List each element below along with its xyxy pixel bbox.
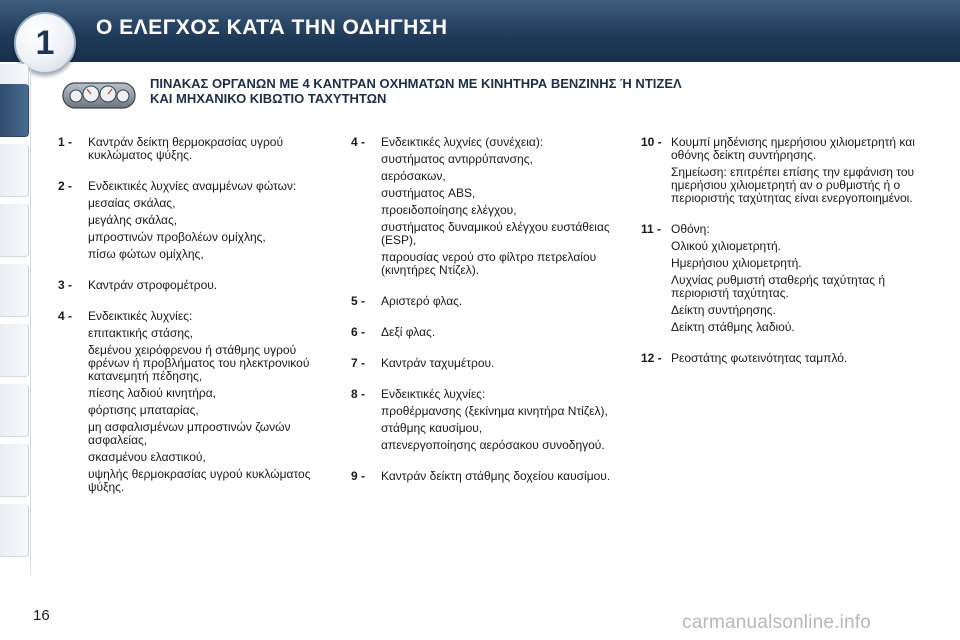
legend-subitem: Δείκτη συντήρησης. <box>671 303 776 317</box>
legend-sublist <box>671 240 941 334</box>
legend-entry <box>641 136 941 205</box>
side-tab[interactable] <box>0 204 29 257</box>
legend-entry <box>58 279 320 292</box>
legend-number: 3 - <box>58 278 73 292</box>
legend-number: 6 - <box>351 325 366 339</box>
legend-subitem: Σημείωση: επιτρέπει επίσης την εμφάνιση του ημερήσιου χιλιομετρητή αν ο ρυθμιστής ή ο περιοριστής ταχύτητας είναι ενεργοποιημένοι. <box>671 165 915 205</box>
legend-sublist <box>88 327 320 494</box>
side-tab[interactable] <box>0 324 29 377</box>
chapter-title: Ο ΕΛΕΓΧΟΣ ΚΑΤΆ ΤΗΝ ΟΔΗΓΗΣΗ <box>96 16 448 39</box>
legend-text: Καντράν στροφομέτρου. <box>88 278 218 292</box>
legend-number: 12 - <box>641 351 662 365</box>
legend-subitem: επιτακτικής στάσης, <box>88 326 194 340</box>
watermark: carmanualsonline.info <box>682 612 872 633</box>
legend-subitem: μπροστινών προβολέων ομίχλης, <box>88 230 266 244</box>
side-tab[interactable] <box>0 384 29 437</box>
side-tab[interactable] <box>0 144 29 197</box>
legend-subitem: στάθμης καυσίμου, <box>381 421 483 435</box>
column-1 <box>58 136 320 512</box>
legend-subitem: Ημερήσιου χιλιομετρητή. <box>671 256 802 270</box>
legend-text: Αριστερό φλας. <box>381 294 463 308</box>
legend-entry <box>351 388 623 452</box>
legend-entry <box>58 180 320 261</box>
side-tabs <box>0 64 30 574</box>
column-2 <box>351 136 623 501</box>
legend-number: 11 - <box>641 222 662 236</box>
legend-subitem: αερόσακων, <box>381 169 446 183</box>
side-tab[interactable] <box>0 504 29 557</box>
legend-subitem: υψηλής θερμοκρασίας υγρού κυκλώματος ψύξης. <box>88 467 311 494</box>
legend-entry <box>351 136 623 277</box>
section-title-line1: ΠΙΝΑΚΑΣ ΟΡΓΑΝΩΝ ΜΕ 4 ΚΑΝΤΡΑΝ ΟΧΗΜΑΤΩΝ ΜΕ ΚΙΝΗΤΗΡΑ ΒΕΝΖΙΝΗΣ Ή ΝΤΙΖΕΛ <box>150 76 682 91</box>
legend-number: 10 - <box>641 135 662 149</box>
instrument-cluster-icon <box>62 80 136 110</box>
legend-subitem: προθέρμανσης (ξεκίνημα κινητήρα Ντίζελ), <box>381 404 608 418</box>
legend-subitem: φόρτισης μπαταρίας, <box>88 403 199 417</box>
side-tab-active[interactable] <box>0 84 29 137</box>
legend-text: Ενδεικτικές λυχνίες (συνέχεια): <box>381 135 544 149</box>
legend-number: 9 - <box>351 469 366 483</box>
legend-number: 2 - <box>58 179 73 193</box>
section-title <box>150 76 682 106</box>
side-tab[interactable] <box>0 444 29 497</box>
legend-text: Ενδεικτικές λυχνίες: <box>88 309 193 323</box>
legend-entry <box>351 295 623 308</box>
legend-text: Κουμπί μηδένισης ημερήσιου χιλιομετρητή και οθόνης δείκτη συντήρησης. <box>671 135 915 162</box>
legend-entry <box>641 223 941 334</box>
page-number: 16 <box>33 607 50 624</box>
column-3 <box>641 136 941 383</box>
side-tab[interactable] <box>0 264 29 317</box>
legend-subitem: μεσαίας σκάλας, <box>88 196 176 210</box>
legend-subitem: Δείκτη στάθμης λαδιού. <box>671 320 795 334</box>
legend-subitem: πίεσης λαδιού κινητήρα, <box>88 386 217 400</box>
legend-entry <box>351 326 623 339</box>
legend-number: 5 - <box>351 294 366 308</box>
legend-subitem: πίσω φώτων ομίχλης, <box>88 247 204 261</box>
legend-subitem: παρουσίας νερού στο φίλτρο πετρελαίου (κινητήρες Ντίζελ). <box>381 250 597 277</box>
legend-text: Ρεοστάτης φωτεινότητας ταμπλό. <box>671 351 848 365</box>
legend-entry <box>58 136 320 162</box>
legend-subitem: προειδοποίησης ελέγχου, <box>381 203 517 217</box>
legend-entry <box>641 352 941 365</box>
legend-subitem: συστήματος ABS, <box>381 186 476 200</box>
legend-subitem: μεγάλης σκάλας, <box>88 213 178 227</box>
legend-number: 4 - <box>351 135 366 149</box>
legend-subitem: απενεργοποίησης αερόσακου συνοδηγού. <box>381 438 605 452</box>
legend-entry <box>351 357 623 370</box>
legend-subitem: σκασμένου ελαστικού, <box>88 450 206 464</box>
legend-text: Οθόνη: <box>671 222 710 236</box>
legend-entry <box>58 310 320 494</box>
legend-sublist <box>88 197 320 261</box>
legend-subitem: μη ασφαλισμένων μπροστινών ζωνών ασφαλείας, <box>88 420 291 447</box>
legend-text: Δεξί φλας. <box>381 325 436 339</box>
legend-subitem: δεμένου χειρόφρενου ή στάθμης υγρού φρένων ή προβλήματος του ηλεκτρονικού κατανεμητή πέδησης, <box>88 343 310 383</box>
legend-text: Καντράν ταχυμέτρου. <box>381 356 495 370</box>
legend-number: 1 - <box>58 135 73 149</box>
legend-subitem: συστήματος δυναμικού ελέγχου ευστάθειας (ESP), <box>381 220 610 247</box>
side-divider <box>30 64 31 574</box>
legend-number: 7 - <box>351 356 366 370</box>
legend-text: Καντράν δείκτη θερμοκρασίας υγρού κυκλώματος ψύξης. <box>88 135 284 162</box>
legend-text: Ενδεικτικές λυχνίες: <box>381 387 486 401</box>
section-title-line2: ΚΑΙ ΜΗΧΑΝΙΚΟ ΚΙΒΩΤΙΟ ΤΑΧΥΤΗΤΩΝ <box>150 91 387 106</box>
legend-sublist <box>381 405 623 452</box>
legend-sublist <box>671 166 941 205</box>
legend-subitem: συστήματος αντιρρύπανσης, <box>381 152 533 166</box>
legend-text: Ενδεικτικές λυχνίες αναμμένων φώτων: <box>88 179 297 193</box>
legend-subitem: Ολικού χιλιομετρητή. <box>671 239 781 253</box>
legend-number: 4 - <box>58 309 73 323</box>
legend-text: Καντράν δείκτη στάθμης δοχείου καυσίμου. <box>381 469 611 483</box>
chapter-number: 1 <box>35 23 55 62</box>
legend-subitem: Λυχνίας ρυθμιστή σταθερής ταχύτητας ή περιοριστή ταχύτητας. <box>671 273 886 300</box>
legend-sublist <box>381 153 623 277</box>
legend-entry <box>351 470 623 483</box>
legend-number: 8 - <box>351 387 366 401</box>
